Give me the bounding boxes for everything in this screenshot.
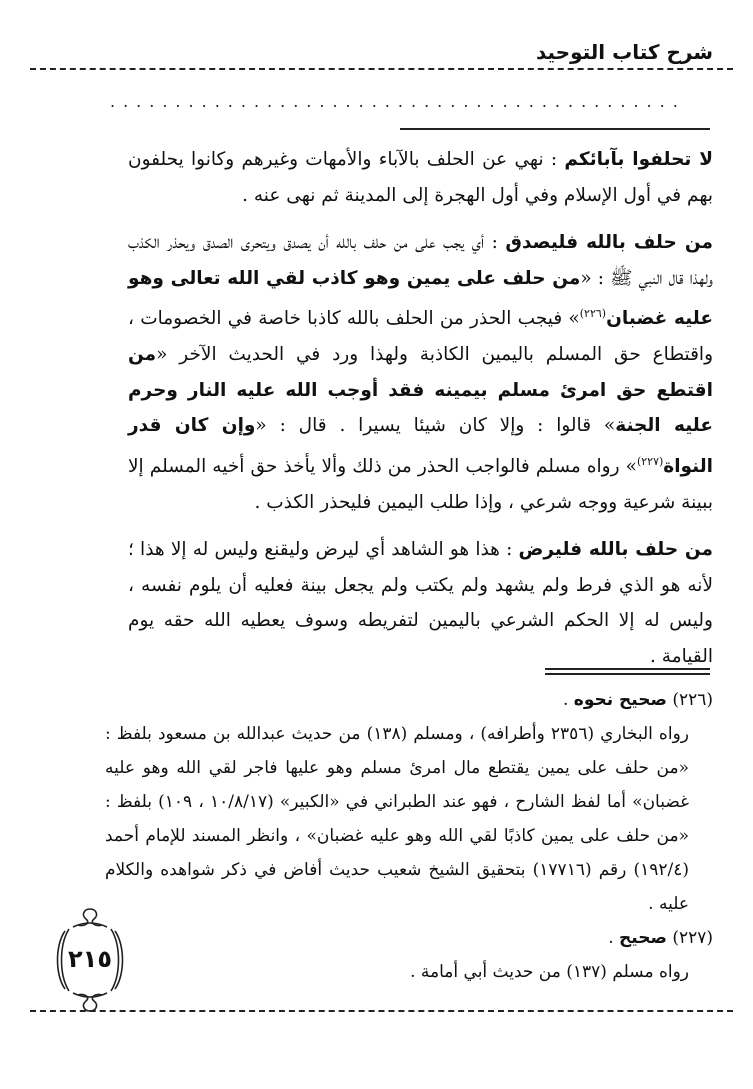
hadith-quote-1: من حلف على يمين وهو كاذب لقي الله تعالى وهو عليه غضبان	[128, 267, 713, 330]
main-text	[128, 142, 713, 675]
paragraph-1	[128, 142, 713, 213]
paragraph-3-text: : هذا هو الشاهد أي ليرض وليقنع وليس له إلا هذا ؛ لأنه هو الذي فرط ولم يشهد ولم يكتب ولم يجعل بينة فعليه أن يلوم نفسه ، وليس له إلا الحكم الشرعي باليمين لتفريطه وسوف يعطيه الله حقه يوم القيامة .	[128, 539, 713, 668]
footnote-227-text: رواه مسلم (١٣٧) من حديث أبي أمامة .	[410, 962, 689, 982]
header-dashed-rule	[30, 68, 733, 70]
footnote-227-end: .	[608, 928, 620, 948]
section-short-rule	[400, 128, 710, 130]
footnote-226-end: .	[562, 690, 574, 710]
paragraph-1-line-2: يحلفون بهم في أول الإسلام وفي أول الهجرة إلى المدينة ثم نهى عنه .	[128, 149, 713, 206]
paragraph-2-text-4: » قالوا : وإلا كان شيئا يسيرا . قال : «	[255, 415, 616, 437]
term-3: من حلف بالله فليرض	[518, 539, 713, 561]
footnote-226-heading	[105, 683, 713, 717]
footnote-rule-top	[545, 668, 710, 670]
footnote-ref-226[interactable]: (٢٢٦)	[579, 307, 607, 321]
footnotes	[105, 683, 713, 989]
footnote-226-grade: صحيح نحوه	[573, 690, 667, 710]
paragraph-1-line-1: : نهي عن الحلف بالآباء والأمهات وغيرهم وكانوا	[191, 149, 565, 170]
hadith-quote-2: من اقتطع حق امرئ مسلم بيمينه فقد أوجب الله عليه النار وحرم عليه الجنة	[128, 344, 713, 437]
hadith-quote-3: وإن كان قدر النواة	[128, 415, 713, 478]
footer-dashed-rule	[30, 1010, 733, 1012]
page-number: ٢١٥	[68, 945, 112, 973]
footnote-226-text: رواه البخاري (٢٣٥٦ وأطرافه) ، ومسلم (١٣٨) من حديث عبدالله بن مسعود بلفظ : «من حلف على يمين يقتطع مال امرئ مسلم وهو عليها فاجر لقي الله وهو عليه غضبان» أما لفظ الشارح ، فهو عند الطبراني في «الكبير» (١٠/٨/١٧ ، ١٠٩) بلفظ : «من حلف على يمين كاذبًا لقي الله وهو عليه غضبان» ، وانظر المسند للإمام أحمد (١٩٢/٤) رقم (١٧٧١٦) بتحقيق الشيخ شعيب حديث أفاض في ذكر شواهده والكلام عليه .	[105, 724, 689, 914]
footnote-226-number: (٢٢٦)	[672, 690, 713, 710]
running-header-title: شرح كتاب التوحيد	[535, 40, 713, 64]
footnote-227-number: (٢٢٧)	[672, 928, 713, 948]
footnote-227-heading	[105, 921, 713, 955]
paragraph-2-text-5: » رواه مسلم فالواجب الحذر من ذلك وألا يأخذ حق أخيه المسلم إلا ببينة شرعية ووجه شرعي ، وإذا طلب اليمين فليحذر الكذب .	[128, 456, 713, 513]
paragraph-2-line-1: : أي يجب على من حلف بالله أن يصدق ويتحرى	[240, 232, 506, 254]
term-2: من حلف بالله فليصدق	[505, 232, 713, 254]
footnote-227-grade: صحيح	[619, 928, 667, 948]
paragraph-3	[128, 532, 713, 674]
paragraph-2-text-3: » فيجب الحذر من الحلف بالله كاذبا خاصة في الخصومات ، واقتطاع حق المسلم باليمين الكاذبة ولهذا ورد في الحديث الآخر «	[128, 308, 713, 366]
paragraph-2	[128, 225, 713, 520]
footnote-ref-227[interactable]: (٢٢٧)	[636, 454, 664, 468]
dotted-separator: ............................................	[110, 92, 686, 111]
paragraph-2-text-2: الصدق ويحذر الكذب ولهذا قال النبي ﷺ : «	[128, 232, 713, 289]
term-1: لا تحلفوا بآبائكم	[564, 149, 713, 170]
footnote-rule-bottom	[545, 673, 710, 675]
